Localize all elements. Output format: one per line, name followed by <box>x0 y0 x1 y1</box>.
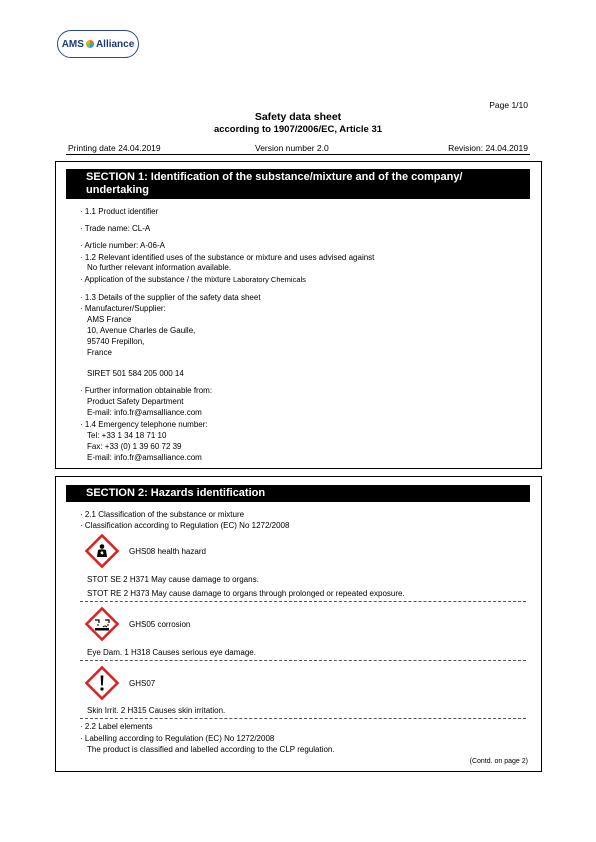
emergency-line: E-mail: info.fr@amsalliance.com <box>87 453 202 462</box>
dashed-divider <box>80 660 526 661</box>
section-1-title-line1: SECTION 1: Identification of the substance/mixture and of the company/ <box>86 171 463 183</box>
stot-se-statement: STOT SE 2 H371 May cause damage to organs. <box>87 575 259 584</box>
skin-irritation-statement: Skin Irrit. 2 H315 Causes skin irritation. <box>87 706 226 715</box>
ams-alliance-logo <box>57 30 139 58</box>
siret: SIRET 501 584 205 000 14 <box>87 369 184 378</box>
ghs07-exclamation-icon <box>84 665 120 701</box>
further-info-line: Product Safety Department <box>87 397 184 406</box>
ghs08-health-hazard-icon <box>84 533 120 569</box>
address-line: AMS France <box>87 315 132 324</box>
logo-text-alliance: Alliance <box>95 38 135 50</box>
logo-text: AMS <box>61 38 84 50</box>
header-divider <box>66 154 530 155</box>
revision-date: Revision: 24.04.2019 <box>448 143 528 153</box>
application-value: Laboratory Chemicals <box>232 275 306 284</box>
emergency-label: · 1.4 Emergency telephone number: <box>80 420 208 429</box>
uses-none: No further relevant information available. <box>87 263 232 272</box>
address-line: France <box>87 348 112 357</box>
article-number: · Article number: A-06-A <box>80 241 165 250</box>
ghs05-label: GHS05 corrosion <box>129 620 191 629</box>
eye-damage-statement: Eye Dam. 1 H318 Causes serious eye damage. <box>87 648 256 657</box>
stot-re-statement: STOT RE 2 H373 May cause damage to organs through prolonged or repeated exposure. <box>87 589 405 598</box>
document-title: Safety data sheet <box>254 111 342 123</box>
product-identifier: · 1.1 Product identifier <box>80 207 159 216</box>
label-elements-heading: · 2.2 Label elements <box>80 722 153 731</box>
address-line: 95740 Frepillon, <box>87 337 145 346</box>
address-line: 10, Avenue Charles de Gaulle, <box>87 326 196 335</box>
ghs08-label: GHS08 health hazard <box>129 547 206 556</box>
clp-statement: The product is classified and labelled according to the CLP regulation. <box>87 745 335 754</box>
dashed-divider <box>80 601 526 602</box>
emergency-line: Fax: +33 (0) 1 39 60 72 39 <box>87 442 182 451</box>
further-info-line: E-mail: info.fr@amsalliance.com <box>87 408 202 417</box>
emergency-line: Tel: +33 1 34 18 71 10 <box>87 431 167 440</box>
labelling-regulation: · Labelling according to Regulation (EC) No 1272/2008 <box>80 734 275 743</box>
section-2-title: SECTION 2: Hazards identification <box>86 487 266 499</box>
classification-regulation: · Classification according to Regulation (EC) No 1272/2008 <box>80 521 290 530</box>
section-1-header <box>66 169 530 199</box>
logo-globe-icon <box>86 40 94 48</box>
supplier-heading: · 1.3 Details of the supplier of the safety data sheet <box>80 293 261 302</box>
uses-heading: · 1.2 Relevant identified uses of the substance or mixture and uses advised against <box>80 253 375 262</box>
manufacturer-label: · Manufacturer/Supplier: <box>80 304 166 313</box>
application-line <box>80 275 306 285</box>
printing-date: Printing date 24.04.2019 <box>68 143 161 153</box>
section-1-title-line2: undertaking <box>86 184 149 196</box>
continued-on-page: (Contd. on page 2) <box>469 758 528 765</box>
application-label: · Application of the substance / the mixture <box>80 275 231 284</box>
version-number: Version number 2.0 <box>255 143 329 153</box>
ghs07-label: GHS07 <box>129 679 156 688</box>
section-2-header <box>66 485 530 502</box>
trade-name: · Trade name: CL-A <box>80 224 151 233</box>
dashed-divider <box>80 718 526 719</box>
ghs05-corrosion-icon <box>84 606 120 642</box>
further-info-label: · Further information obtainable from: <box>80 386 213 395</box>
page-number: Page 1/10 <box>489 100 528 110</box>
classification-heading: · 2.1 Classification of the substance or mixture <box>80 510 245 519</box>
document-subtitle: according to 1907/2006/EC, Article 31 <box>213 124 383 135</box>
